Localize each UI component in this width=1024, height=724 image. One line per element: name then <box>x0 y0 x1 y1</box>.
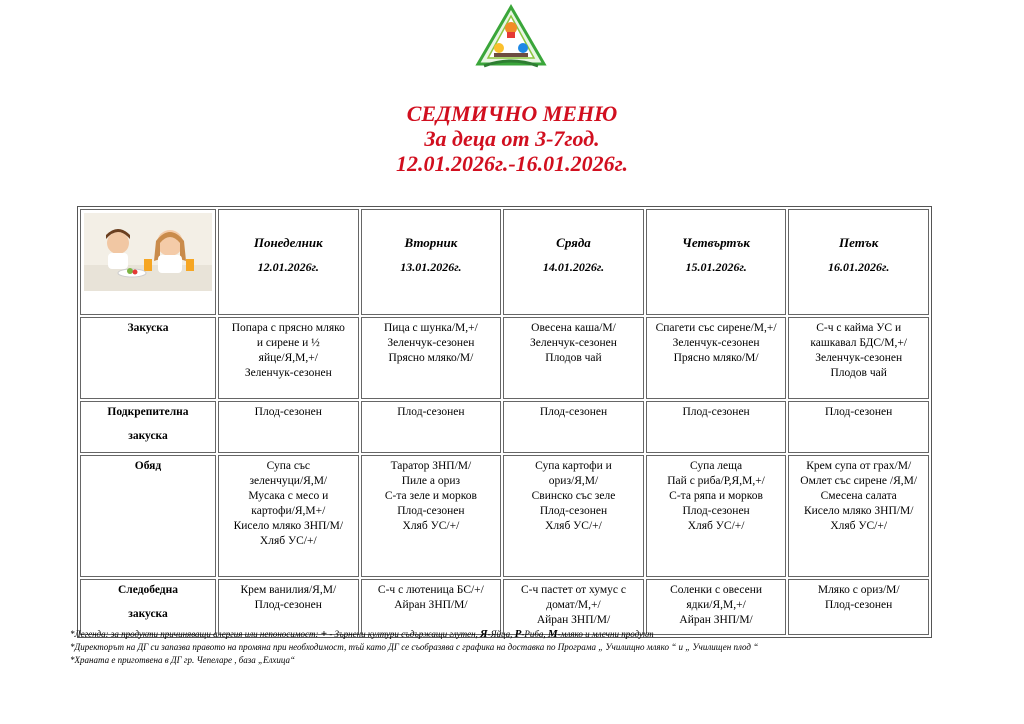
day-header-thursday <box>646 209 787 315</box>
meal-cell <box>646 401 787 453</box>
day-header-friday <box>788 209 929 315</box>
legend-eggs: Я <box>480 628 488 640</box>
dish-line: Свинско със зеле <box>531 490 616 502</box>
dish-line: Мусака с месо и <box>248 490 329 502</box>
dish-line: Прясно мляко/М/ <box>673 352 759 364</box>
meal-cell <box>361 579 502 635</box>
legend-prefix: Легенда: за продукти причиняващи алергия или непоносимост <box>74 629 316 639</box>
dish-line: Попара с прясно мляко <box>231 322 345 334</box>
dish-line: Овесена каша/М/ <box>531 322 616 334</box>
day-name: Петък <box>839 235 879 250</box>
legend-milk: М <box>547 628 558 640</box>
dish-line: Плод-сезонен <box>397 505 465 517</box>
meal-cell <box>361 317 502 399</box>
meal-cell <box>646 455 787 577</box>
dish-line: Пиле а ориз <box>401 475 461 487</box>
dish-line: Пай с риба/Р,Я,М,+/ <box>667 475 765 487</box>
dish-line: Плодов чай <box>545 352 602 364</box>
dish-line: Соленки с овесени <box>670 584 763 596</box>
dish-line: Плод-сезонен <box>682 505 750 517</box>
meal-label-line: закуска <box>128 430 168 442</box>
dish-line: зеленчуци/Я,М/ <box>249 475 328 487</box>
day-date: 13.01.2026г. <box>400 260 462 274</box>
legend-milk-text: -мляко и млечни продукт <box>557 629 654 639</box>
legend-eggs-text: -Яйца, <box>487 629 513 639</box>
day-date: 15.01.2026г. <box>685 260 747 274</box>
meal-cell <box>788 579 929 635</box>
dish-line: Плод-сезонен <box>539 505 608 517</box>
dish-line: Зеленчук-сезонен <box>672 337 760 349</box>
meal-cell <box>218 579 359 635</box>
kindergarten-logo <box>474 4 548 70</box>
meal-cell <box>646 579 787 635</box>
dish-line: Смесена салата <box>820 490 897 502</box>
prepared-note-text: Храната е приготвена в ДГ гр. Чепеларе , база „Елхица“ <box>74 655 296 665</box>
dish-line: Кисело мляко ЗНП/М/ <box>803 505 914 517</box>
day-header-tuesday <box>361 209 502 315</box>
meal-label: Обяд <box>80 455 216 577</box>
dish-line: Плодов чай <box>830 367 887 379</box>
meal-cell <box>646 317 787 399</box>
legend-fish-text: -Риба, <box>521 629 546 639</box>
dish-line: С-ч пастет от хумус с <box>520 584 627 596</box>
day-name: Понеделник <box>253 235 323 250</box>
meal-label: Закуска <box>80 317 216 399</box>
legend-plus: + <box>320 628 328 640</box>
meal-cell <box>361 401 502 453</box>
footnotes <box>70 628 970 667</box>
dish-line: ядки/Я,М,+/ <box>686 599 746 611</box>
dish-line: Зеленчук-сезонен <box>244 367 332 379</box>
dish-line: Плод-сезонен <box>825 406 893 418</box>
meal-label <box>80 579 216 635</box>
allergen-legend: *Легенда: за продукти причиняващи алергия или непоносимост: + - Зърнени култури съдържащи глутен, Я-Яйца, Р-Риба, М-мляко и млечни продукт <box>70 628 654 640</box>
menu-age-group: За деца от 3-7год. <box>424 126 600 151</box>
day-header-monday <box>218 209 359 315</box>
dish-line: Плод-сезонен <box>254 406 322 418</box>
table-header-row <box>80 209 929 315</box>
dish-line: Айран ЗНП/М/ <box>394 599 468 611</box>
meal-cell <box>788 401 929 453</box>
dish-line: ориз/Я,М/ <box>548 475 599 487</box>
dish-line: Пица с шунка/М,+/ <box>383 322 478 334</box>
meal-cell <box>218 401 359 453</box>
menu-date-range: 12.01.2026г.-16.01.2026г. <box>396 151 628 176</box>
dish-line: картофи/Я,М+/ <box>251 505 326 517</box>
dish-line: кашкавал БДС/М,+/ <box>810 337 908 349</box>
meal-cell <box>503 401 644 453</box>
menu-title: СЕДМИЧНО МЕНЮ <box>406 101 618 126</box>
dish-line: Плод-сезонен <box>825 599 893 611</box>
dish-line: Кисело мляко ЗНП/М/ <box>233 520 344 532</box>
dish-line: и сирене и ½ <box>256 337 320 349</box>
meal-cell <box>361 455 502 577</box>
day-name: Четвъртък <box>682 235 750 250</box>
dish-line: Айран ЗНП/М/ <box>679 614 753 626</box>
prepared-note: *Храната е приготвена в ДГ гр. Чепеларе , база „Елхица“ <box>70 655 296 665</box>
director-note: *Директорът на ДГ си запазва правото на промяна при необходимост, тъй като ДГ се съобразява с графика на доставка по Програма „ Училищно мляко “ и „ Училищен плод “ <box>70 642 759 652</box>
dish-line: С-та ряпа и морков <box>669 490 763 502</box>
meal-label <box>80 401 216 453</box>
day-date: 12.01.2026г. <box>257 260 319 274</box>
meal-row-lunch <box>80 455 929 577</box>
day-header-wednesday <box>503 209 644 315</box>
dish-line: Мляко с ориз/М/ <box>817 584 900 596</box>
meal-cell <box>503 317 644 399</box>
dish-line: Хляб УС/+/ <box>545 520 602 532</box>
dish-line: Зеленчук-сезонен <box>815 352 903 364</box>
dish-line: Крем супа от грах/М/ <box>806 460 912 472</box>
dish-line: Зеленчук-сезонен <box>387 337 475 349</box>
dish-line: яйце/Я,М,+/ <box>258 352 318 364</box>
dish-line: Плод-сезонен <box>539 406 608 418</box>
children-eating-photo <box>84 213 212 291</box>
dish-line: Прясно мляко/М/ <box>388 352 474 364</box>
day-date: 14.01.2026г. <box>542 260 605 274</box>
dish-line: Плод-сезонен <box>254 599 322 611</box>
meal-label-line: Следобедна <box>117 584 179 596</box>
meal-row-breakfast <box>80 317 929 399</box>
meal-cell <box>503 579 644 635</box>
legend-fish: Р <box>514 628 522 640</box>
day-date: 16.01.2026г. <box>828 260 890 274</box>
day-name: Сряда <box>556 235 591 250</box>
dish-line: Айран ЗНП/М/ <box>536 614 611 626</box>
children-photo-cell <box>80 209 216 315</box>
dish-line: Зеленчук-сезонен <box>530 337 617 349</box>
dish-line: Хляб УС/+/ <box>687 520 745 532</box>
dish-line: Крем ванилия/Я,М/ <box>240 584 337 596</box>
dish-line: Таратор ЗНП/М/ <box>390 460 472 472</box>
meal-cell <box>788 317 929 399</box>
dish-line: С-ч с кайма УС и <box>816 322 902 334</box>
dish-line: Плод-сезонен <box>682 406 750 418</box>
dish-line: Хляб УС/+/ <box>830 520 888 532</box>
meal-cell <box>218 455 359 577</box>
weekly-menu-table <box>74 206 932 639</box>
dish-line: Супа картофи и <box>535 460 612 472</box>
meal-row-snack <box>80 401 929 453</box>
meal-row-afternoon-snack <box>80 579 929 635</box>
dish-line: Хляб УС/+/ <box>259 535 317 547</box>
dish-line: Плод-сезонен <box>397 406 465 418</box>
dish-line: Супа със <box>266 460 311 472</box>
day-name: Вторник <box>404 235 458 250</box>
director-note-text: Директорът на ДГ си запазва правото на промяна при необходимост, тъй като ДГ се съобразява с графика на доставка по Програма „ Училищно мляко “ и „ Училищен плод “ <box>74 642 759 652</box>
dish-line: Хляб УС/+/ <box>402 520 460 532</box>
dish-line: Супа леща <box>690 460 743 472</box>
meal-cell <box>218 317 359 399</box>
dish-line: С-ч с лютеница БС/+/ <box>377 584 484 596</box>
meal-cell <box>788 455 929 577</box>
dish-line: домат/М,+/ <box>546 599 601 611</box>
legend-plus-text: - Зърнени култури съдържащи глутен, <box>327 629 478 639</box>
dish-line: С-та зеле и морков <box>384 490 477 502</box>
meal-label-line: Подкрепителна <box>107 406 189 418</box>
dish-line: Спагети със сирене/М,+/ <box>655 322 777 334</box>
dish-line: Омлет със сирене /Я,М/ <box>800 475 918 487</box>
meal-cell <box>503 455 644 577</box>
meal-label-line: закуска <box>128 608 168 620</box>
